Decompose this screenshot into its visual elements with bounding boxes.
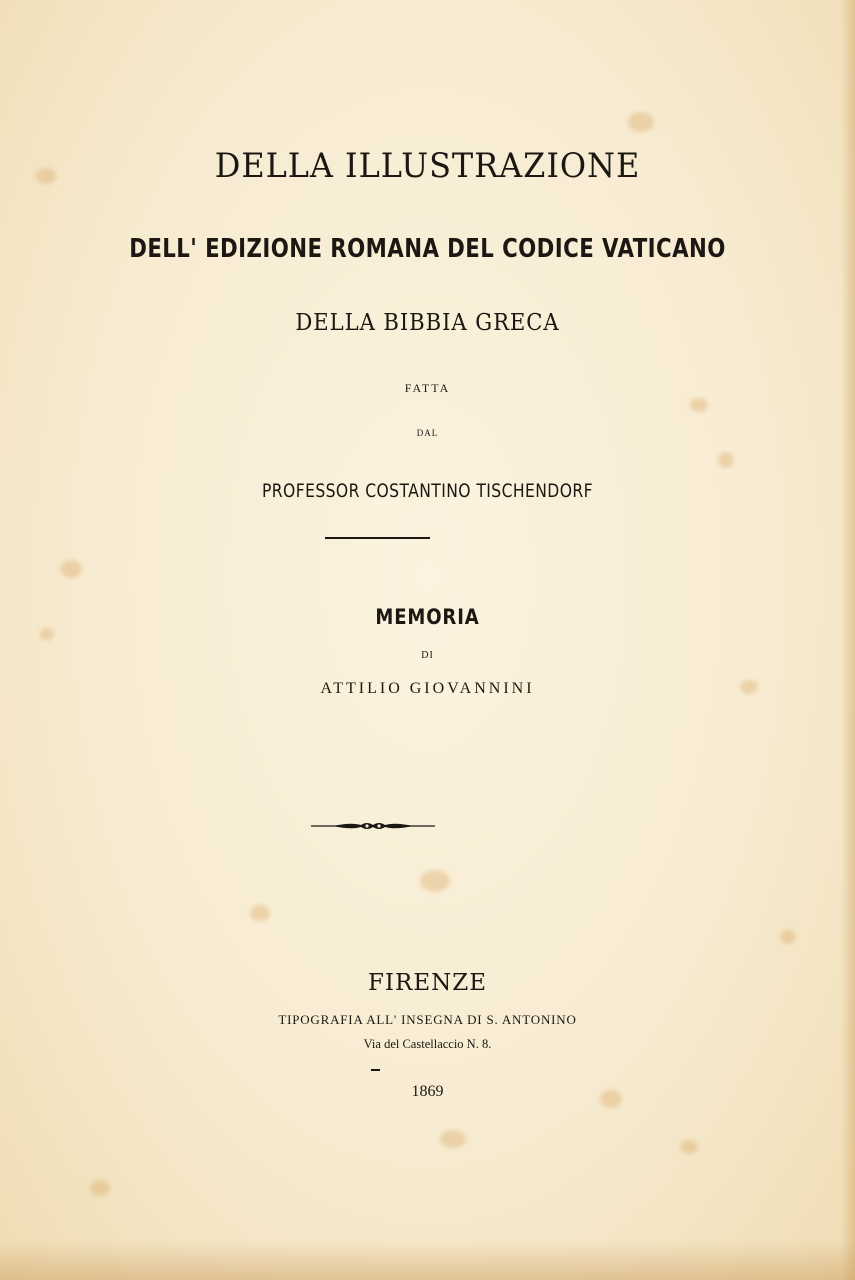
foxing-spot xyxy=(690,398,708,412)
subtitle-line-2: DELLA BIBBIA GRECA xyxy=(295,310,560,336)
foxing-spot xyxy=(680,1140,698,1154)
foxing-spot xyxy=(250,905,270,921)
di-text: DI xyxy=(421,650,434,661)
foxing-spot xyxy=(60,560,82,578)
main-title: DELLA ILLUSTRAZIONE xyxy=(214,146,641,186)
foxing-spot xyxy=(40,628,54,640)
foxing-spot xyxy=(718,452,734,468)
imprint-address: Via del Castellaccio N. 8. xyxy=(363,1037,492,1051)
genre-label: MEMORIA xyxy=(375,605,480,629)
dal-text: DAL xyxy=(416,428,439,438)
foxing-spot xyxy=(90,1180,110,1196)
author-name: ATTILIO GIOVANNINI xyxy=(320,680,535,697)
foxing-spot xyxy=(780,930,796,944)
foxing-spot xyxy=(628,112,654,132)
foxing-spot xyxy=(440,1130,466,1148)
imprint-year: 1869 xyxy=(411,1083,444,1100)
foxing-spot xyxy=(420,870,450,892)
divider-rule xyxy=(325,537,430,539)
small-dash xyxy=(371,1069,380,1071)
imprint-publisher: TIPOGRAFIA ALL' INSEGNA DI S. ANTONINO xyxy=(278,1012,577,1027)
page-edge-stain xyxy=(0,1240,855,1280)
imprint-city: FIRENZE xyxy=(367,970,488,996)
ornament-divider-icon xyxy=(311,819,435,833)
subtitle: DELL' EDIZIONE ROMANA DEL CODICE VATICANO xyxy=(129,234,726,264)
subject-author: PROFESSOR COSTANTINO TISCHENDORF xyxy=(261,480,593,502)
fatta-text: FATTA xyxy=(404,381,451,395)
